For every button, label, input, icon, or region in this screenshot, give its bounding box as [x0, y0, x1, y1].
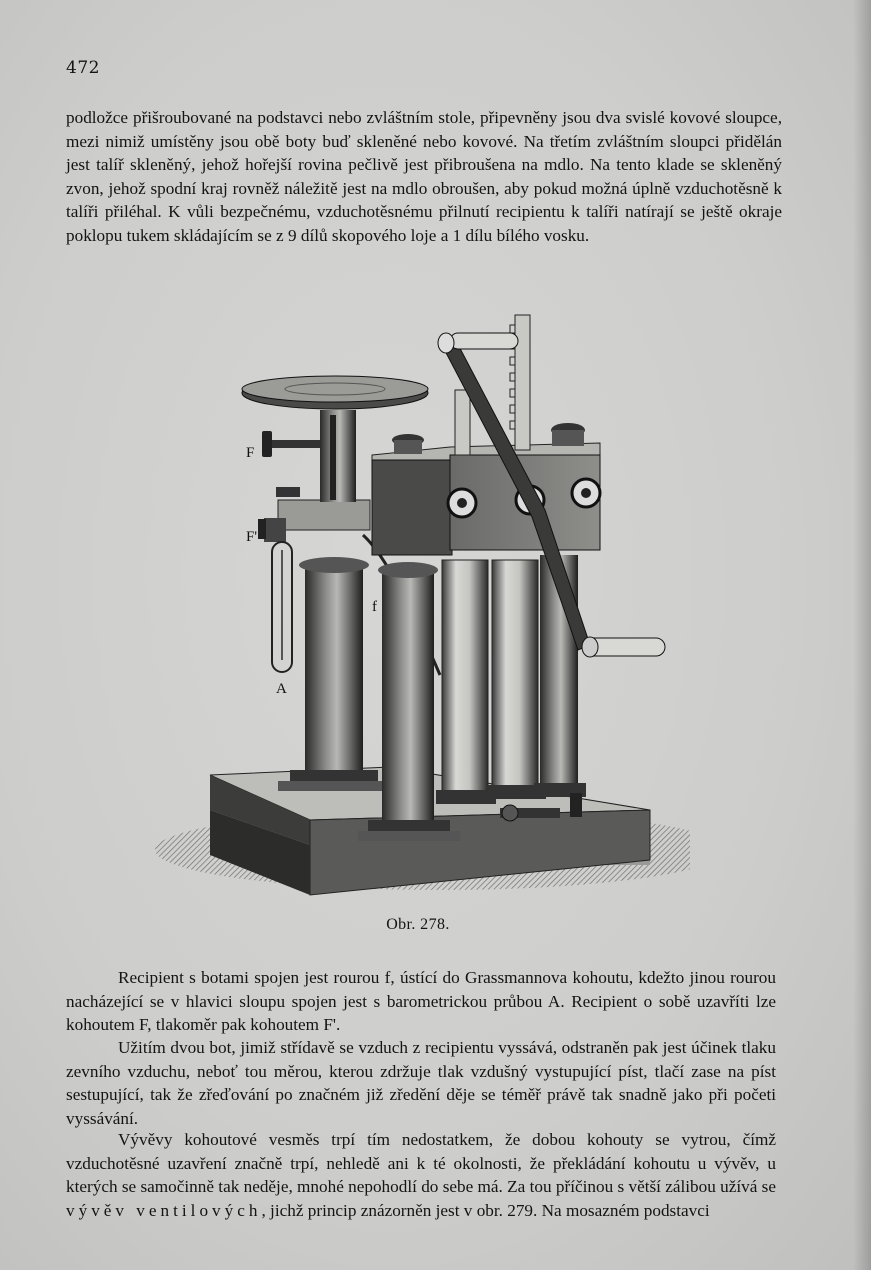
paragraph-1: Recipient s botami spojen jest rourou f, ústící do Grassmannova kohoutu, kdežto jinou rourou nacházející se v hlavici sloupu spojen jest s barometrickou průbou A. Recipient o sobě uzavříti lze kohoutem F, tlakoměr pak kohoutem F'. [66, 968, 776, 1035]
paragraph-3 [66, 1128, 776, 1222]
label-f: f [372, 599, 377, 615]
paragraph-3-start: Vývěvy kohoutové vesměs trpí tím nedostatkem, že dobou kohouty se vytrou, čímž vzduchotěsné uzavření značně trpí, nehledě ani k té okolnosti, že překládání kohoutu u vývěv, u kterých se samočinně tak neděje, mnohé nepohodlí do sebe má. Za tou příčinou s větší zálibou užívá se [66, 1130, 776, 1197]
glass-plate [242, 376, 428, 409]
paragraph-3-end: , jichž princip znázorněn jest v obr. 279. Na mosazném podstavci [261, 1200, 710, 1220]
figure-caption: Obr. 278. [386, 916, 450, 933]
label-F: F [246, 445, 255, 461]
paragraph-3-spaced-term: vývěv ventilových [66, 1200, 262, 1220]
manometer-tube [272, 542, 292, 672]
page-number: 472 [66, 58, 100, 78]
page-edge-shadow [853, 0, 871, 1270]
label-A: A [276, 681, 287, 697]
pump-head-box [372, 423, 600, 555]
intro-paragraph: podložce přišroubované na podstavci nebo zvláštním stole, připevněny jsou dva svislé kovové sloupce, mezi nimiž umístěny jsou obě boty buď skleněné nebo kovové. Na třetím zvláštním sloupci přidělán jest talíř skleněný, jehož hořejší rovina pečlivě jest přibroušena na mdlo. Na tento klade se skleněný zvon, jehož spodní kraj rovněž náležitě jest na mdlo obroušen, aby pokud možná úplně vzduchotěsně k talíři přiléhal. K vůli bezpečnému, vzduchotěsnému přilnutí recipientu k talíři natírají se ještě okraje poklopu tukem skládajícím se z 9 dílů skopového loje a 1 dílu bílého vosku. [66, 108, 782, 245]
stopcock-F [262, 431, 320, 457]
air-pump-illustration [150, 305, 690, 905]
paragraph-2: Užitím dvou bot, jimiž střídavě se vzduch z recipientu vyssává, odstraněn pak jest účinek tlaku zevního vzduchu, neboť tou měrou, kterou zdržuje tlak vzdušný vystupující píst, tlačí zase na píst sestupující, tak že zřeďování po značném již zředění děje se téměř právě tak snadně jako při početi vyssávání. [66, 1038, 776, 1128]
label-F-prime: F' [246, 529, 258, 545]
